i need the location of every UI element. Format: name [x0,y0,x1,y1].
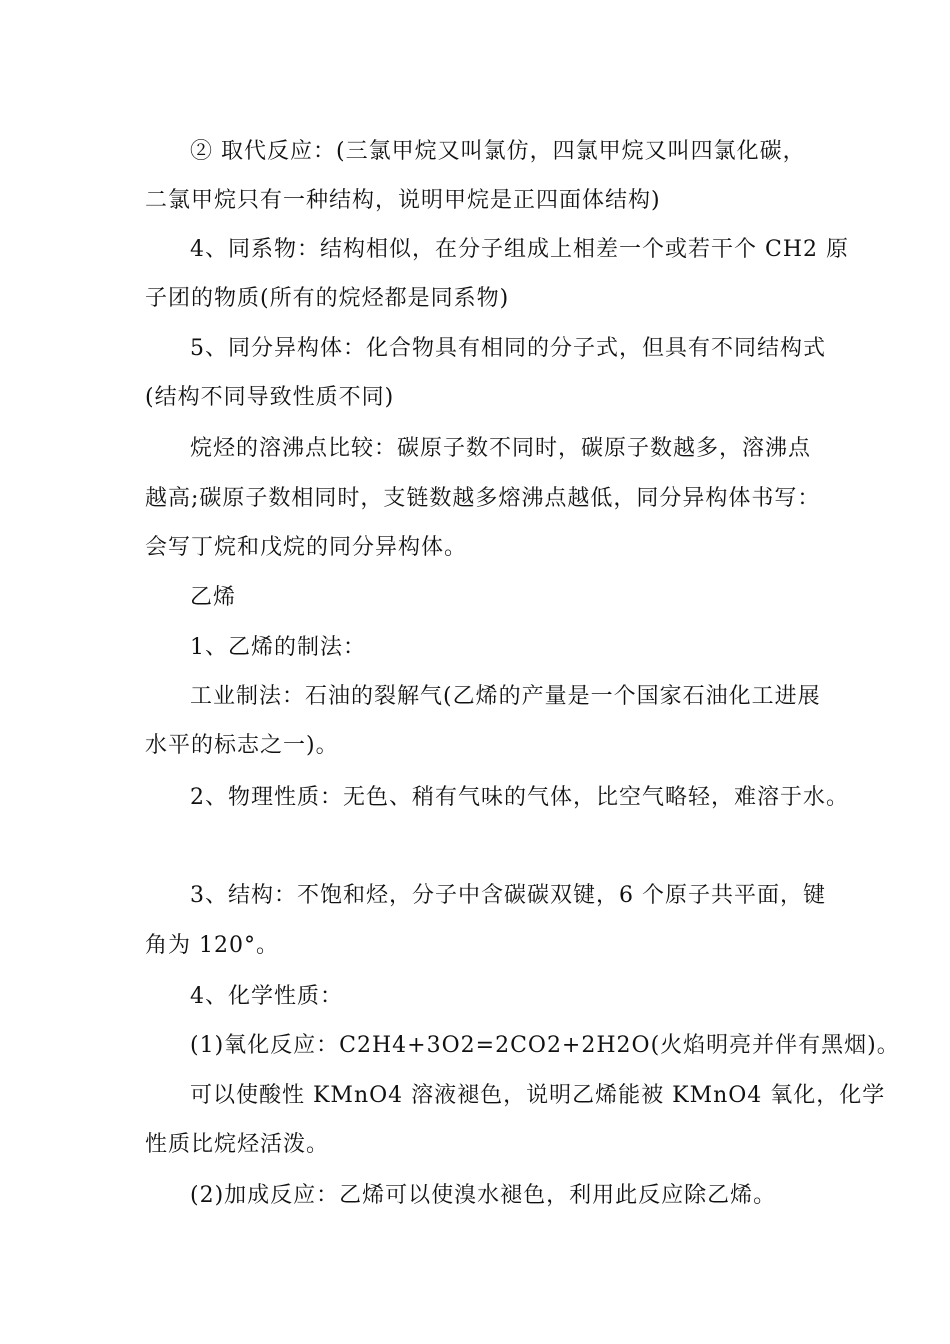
paragraph-line: (1)氧化反应：C2H4+3O2=2CO2+2H2O(火焰明亮并伴有黑烟)。 [190,1033,900,1058]
paragraph-line: 子团的物质(所有的烷烃都是同系物) [145,286,510,311]
paragraph-line: 工业制法：石油的裂解气(乙烯的产量是一个国家石油化工进展 [190,684,821,709]
paragraph-line: 会写丁烷和戊烷的同分异构体。 [145,535,468,560]
paragraph-line: 4、同系物：结构相似，在分子组成上相差一个或若干个 CH2 原 [190,237,850,262]
paragraph-line: 2、物理性质：无色、稍有气味的气体，比空气略轻，难溶于水。 [190,785,849,810]
paragraph-line: 角为 120°。 [145,933,279,958]
paragraph-line: 可以使酸性 KMnO4 溶液褪色，说明乙烯能被 KMnO4 氧化，化学 [190,1083,886,1108]
paragraph-line: 4、化学性质： [190,984,343,1009]
paragraph-line: (2)加成反应：乙烯可以使溴水褪色，利用此反应除乙烯。 [190,1183,777,1208]
paragraph-line: 3、结构：不饱和烃，分子中含碳碳双键，6 个原子共平面，键 [190,883,826,908]
paragraph-line: (结构不同导致性质不同) [145,385,395,410]
paragraph-line: 烷烃的溶沸点比较：碳原子数不同时，碳原子数越多，溶沸点 [190,436,812,461]
paragraph-line: 二氯甲烷只有一种结构，说明甲烷是正四面体结构) [145,188,661,213]
paragraph-line: 1、乙烯的制法： [190,635,366,660]
paragraph-line: 5、同分异构体：化合物具有相同的分子式，但具有不同结构式 [190,336,826,361]
paragraph-line: 性质比烷烃活泼。 [145,1132,330,1157]
paragraph-line: 越高;碳原子数相同时，支链数越多熔沸点越低，同分异构体书写： [145,486,821,511]
paragraph-line: ② 取代反应：(三氯甲烷又叫氯仿，四氯甲烷又叫四氯化碳， [190,139,806,164]
section-heading: 乙烯 [190,585,237,610]
paragraph-line: 水平的标志之一)。 [145,733,339,758]
